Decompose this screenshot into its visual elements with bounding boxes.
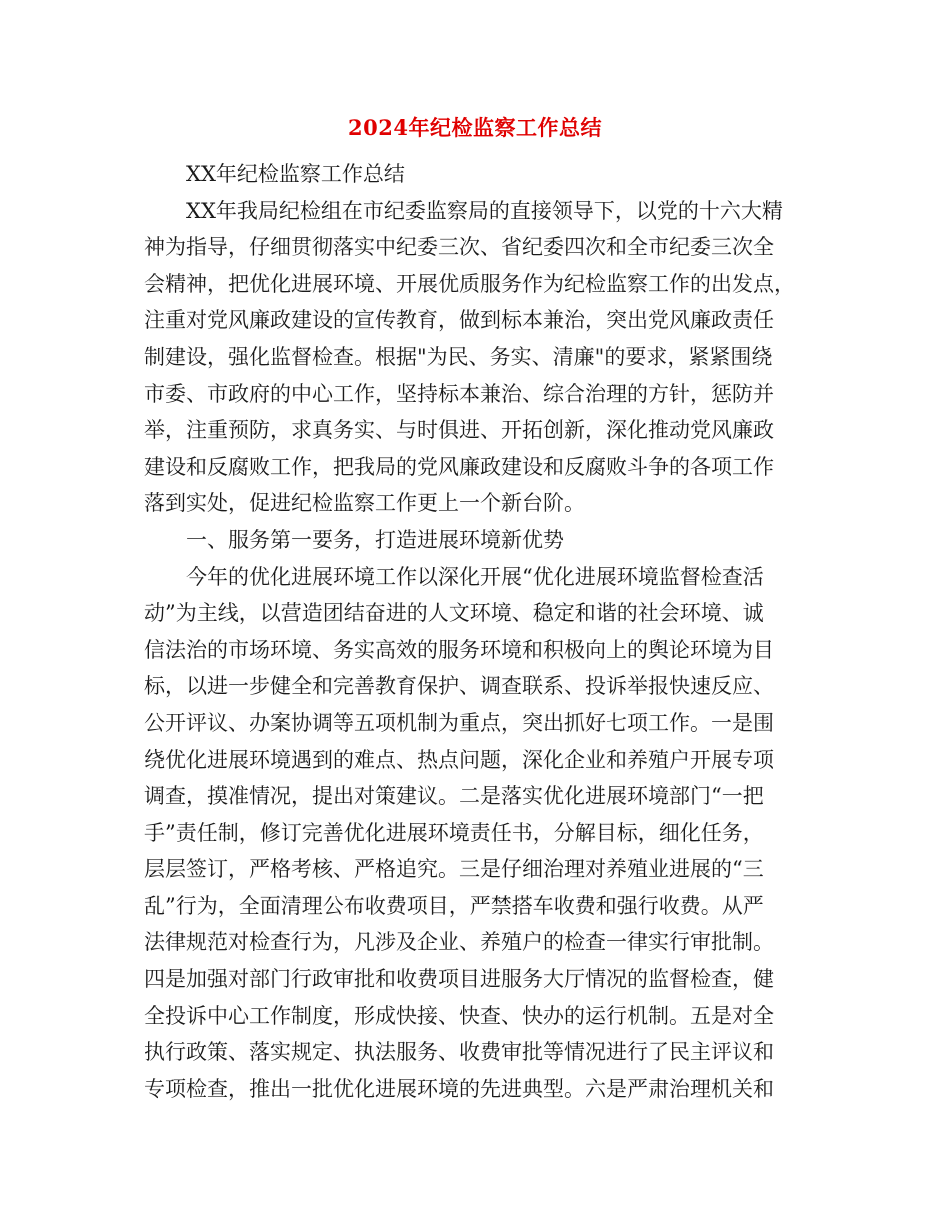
body-line: 四是加强对部门行政审批和收费项目进服务大厅情况的监督检查，健	[144, 967, 774, 992]
body-line: 市委、市政府的中心工作，坚持标本兼治、综合治理的方针，惩防并	[144, 381, 774, 406]
body-line: 乱”行为，全面清理公布收费项目，严禁搭车收费和强行收费。从严	[144, 893, 764, 918]
body-line: 制建设，强化监督检查。根据"为民、务实、清廉"的要求，紧紧围绕	[144, 344, 773, 369]
body-line: 专项检查，推出一批优化进展环境的先进典型。六是严肃治理机关和	[144, 1076, 774, 1101]
body-line: 公开评议、办案协调等五项机制为重点，突出抓好七项工作。一是围	[144, 710, 774, 735]
body-line: 注重对党风廉政建设的宣传教育，做到标本兼治，突出党风廉政责任	[144, 308, 774, 333]
body-line: 执行政策、落实规定、执法服务、收费审批等情况进行了民主评议和	[144, 1040, 774, 1065]
body-line: 建设和反腐败工作，把我局的党风廉政建设和反腐败斗争的各项工作	[144, 454, 774, 479]
document-title: 2024年纪检监察工作总结	[348, 115, 602, 140]
body-line: 绕优化进展环境遇到的难点、热点问题，深化企业和养殖户开展专项	[144, 747, 774, 772]
body-line: 法律规范对检查行为，凡涉及企业、养殖户的检查一律实行审批制。	[144, 930, 774, 955]
body-line: 调查，摸准情况，提出对策建议。二是落实优化进展环境部门“一把	[144, 784, 764, 809]
body-line: 手”责任制，修订完善优化进展环境责任书，分解目标，细化任务，	[144, 820, 764, 845]
body-line: 会精神，把优化进展环境、开展优质服务作为纪检监察工作的出发点，	[144, 271, 795, 296]
body-line: 落到实处，促进纪检监察工作更上一个新台阶。	[144, 491, 585, 516]
body-line: 神为指导，仔细贯彻落实中纪委三次、省纪委四次和全市纪委三次全	[144, 235, 774, 260]
body-line: 信法治的市场环境、务实高效的服务环境和积极向上的舆论环境为目	[144, 637, 774, 662]
body-line: 标，以进一步健全和完善教育保护、调查联系、投诉举报快速反应、	[144, 674, 774, 699]
body-line: 层层签订，严格考核、严格追究。三是仔细治理对养殖业进展的“三	[144, 857, 764, 882]
body-line: 举，注重预防，求真务实、与时俱进、开拓创新，深化推动党风廉政	[144, 418, 774, 443]
document-body	[144, 156, 808, 1107]
body-line: XX年纪检监察工作总结	[186, 162, 405, 186]
body-line: 今年的优化进展环境工作以深化开展“优化进展环境监督检查活	[186, 564, 764, 589]
section-heading: 一、服务第一要务，打造进展环境新优势	[186, 527, 564, 552]
body-line: 动”为主线，以营造团结奋进的人文环境、稳定和谐的社会环境、诚	[144, 601, 764, 626]
body-line: 全投诉中心工作制度，形成快接、快查、快办的运行机制。五是对全	[144, 1003, 774, 1028]
body-line: XX年我局纪检组在市纪委监察局的直接领导下，以党的十六大精	[186, 198, 783, 223]
